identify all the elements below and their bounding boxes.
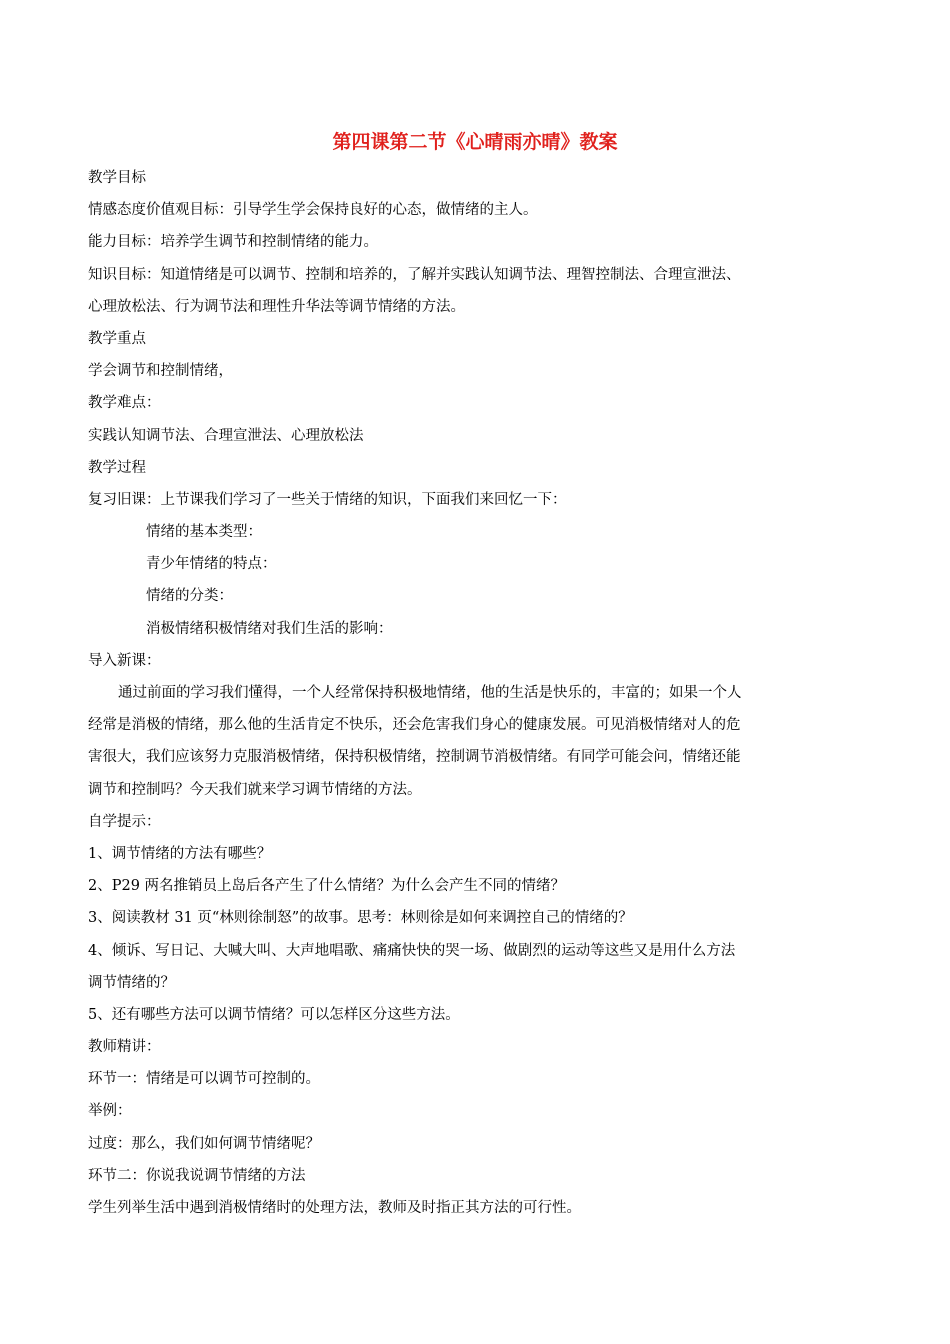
list-item: 2、P29 两名推销员上岛后各产生了什么情绪？为什么会产生不同的情绪？ <box>88 878 566 895</box>
list-item: 4、倾诉、写日记、大喊大叫、大声地唱歌、痛痛快快的哭一场、做剧烈的运动等这些又是用什么方法 <box>88 942 736 959</box>
paragraph-line: 调节和控制吗？今天我们就来学习调节情绪的方法。 <box>88 781 422 798</box>
section-heading: 教学重点 <box>88 330 146 347</box>
review-item: 青少年情绪的特点： <box>146 556 277 573</box>
review-item: 消极情绪积极情绪对我们生活的影响： <box>146 620 393 637</box>
paragraph-line: 实践认知调节法、合理宣泄法、心理放松法 <box>88 427 364 444</box>
document-title: 第四课第二节《心晴雨亦晴》教案 <box>332 131 618 153</box>
list-item: 1、调节情绪的方法有哪些？ <box>88 845 272 862</box>
paragraph-line: 学生列举生活中遇到消极情绪时的处理方法，教师及时指正其方法的可行性。 <box>88 1200 581 1216</box>
paragraph-line: 经常是消极的情绪，那么他的生活肯定不快乐，还会危害我们身心的健康发展。可见消极情绪对人的危 <box>88 717 741 734</box>
paragraph-line: 复习旧课：上节课我们学习了一些关于情绪的知识，下面我们来回忆一下： <box>88 491 567 508</box>
review-item: 情绪的分类： <box>146 588 233 605</box>
paragraph-line: 知识目标：知道情绪是可以调节、控制和培养的，了解并实践认知调节法、理智控制法、合理宣泄法、 <box>88 266 741 283</box>
paragraph-line: 举例： <box>88 1103 132 1120</box>
paragraph-line: 害很大，我们应该努力克服消极情绪，保持积极情绪，控制调节消极情绪。有同学可能会问，情绪还能 <box>88 749 741 766</box>
paragraph-line: 能力目标：培养学生调节和控制情绪的能力。 <box>88 234 378 251</box>
paragraph-line: 环节一：情绪是可以调节可控制的。 <box>88 1071 320 1088</box>
paragraph-line: 通过前面的学习我们懂得，一个人经常保持积极地情绪，他的生活是快乐的，丰富的；如果一个人 <box>118 685 742 701</box>
paragraph-line: 学会调节和控制情绪， <box>88 363 233 380</box>
paragraph-line: 心理放松法、行为调节法和理性升华法等调节情绪的方法。 <box>88 298 465 315</box>
section-heading: 教学难点： <box>88 395 161 412</box>
paragraph-line: 环节二：你说我说调节情绪的方法 <box>88 1167 306 1184</box>
review-item: 情绪的基本类型： <box>146 524 262 541</box>
list-item: 5、还有哪些方法可以调节情绪？可以怎样区分这些方法。 <box>88 1006 460 1023</box>
section-heading: 导入新课： <box>88 652 161 669</box>
section-heading: 教师精讲： <box>88 1039 161 1056</box>
section-heading: 自学提示： <box>88 813 161 830</box>
section-heading: 教学过程 <box>88 459 146 476</box>
list-item: 调节情绪的？ <box>88 974 175 991</box>
section-heading: 教学目标 <box>88 170 146 186</box>
document-body <box>88 162 848 1224</box>
paragraph-line: 情感态度价值观目标：引导学生学会保持良好的心态，做情绪的主人。 <box>88 202 538 219</box>
paragraph-line: 过度：那么，我们如何调节情绪呢？ <box>88 1135 320 1152</box>
list-item: 3、阅读教材 31 页“林则徐制怒”的故事。思考：林则徐是如何来调控自己的情绪的？ <box>88 910 633 927</box>
